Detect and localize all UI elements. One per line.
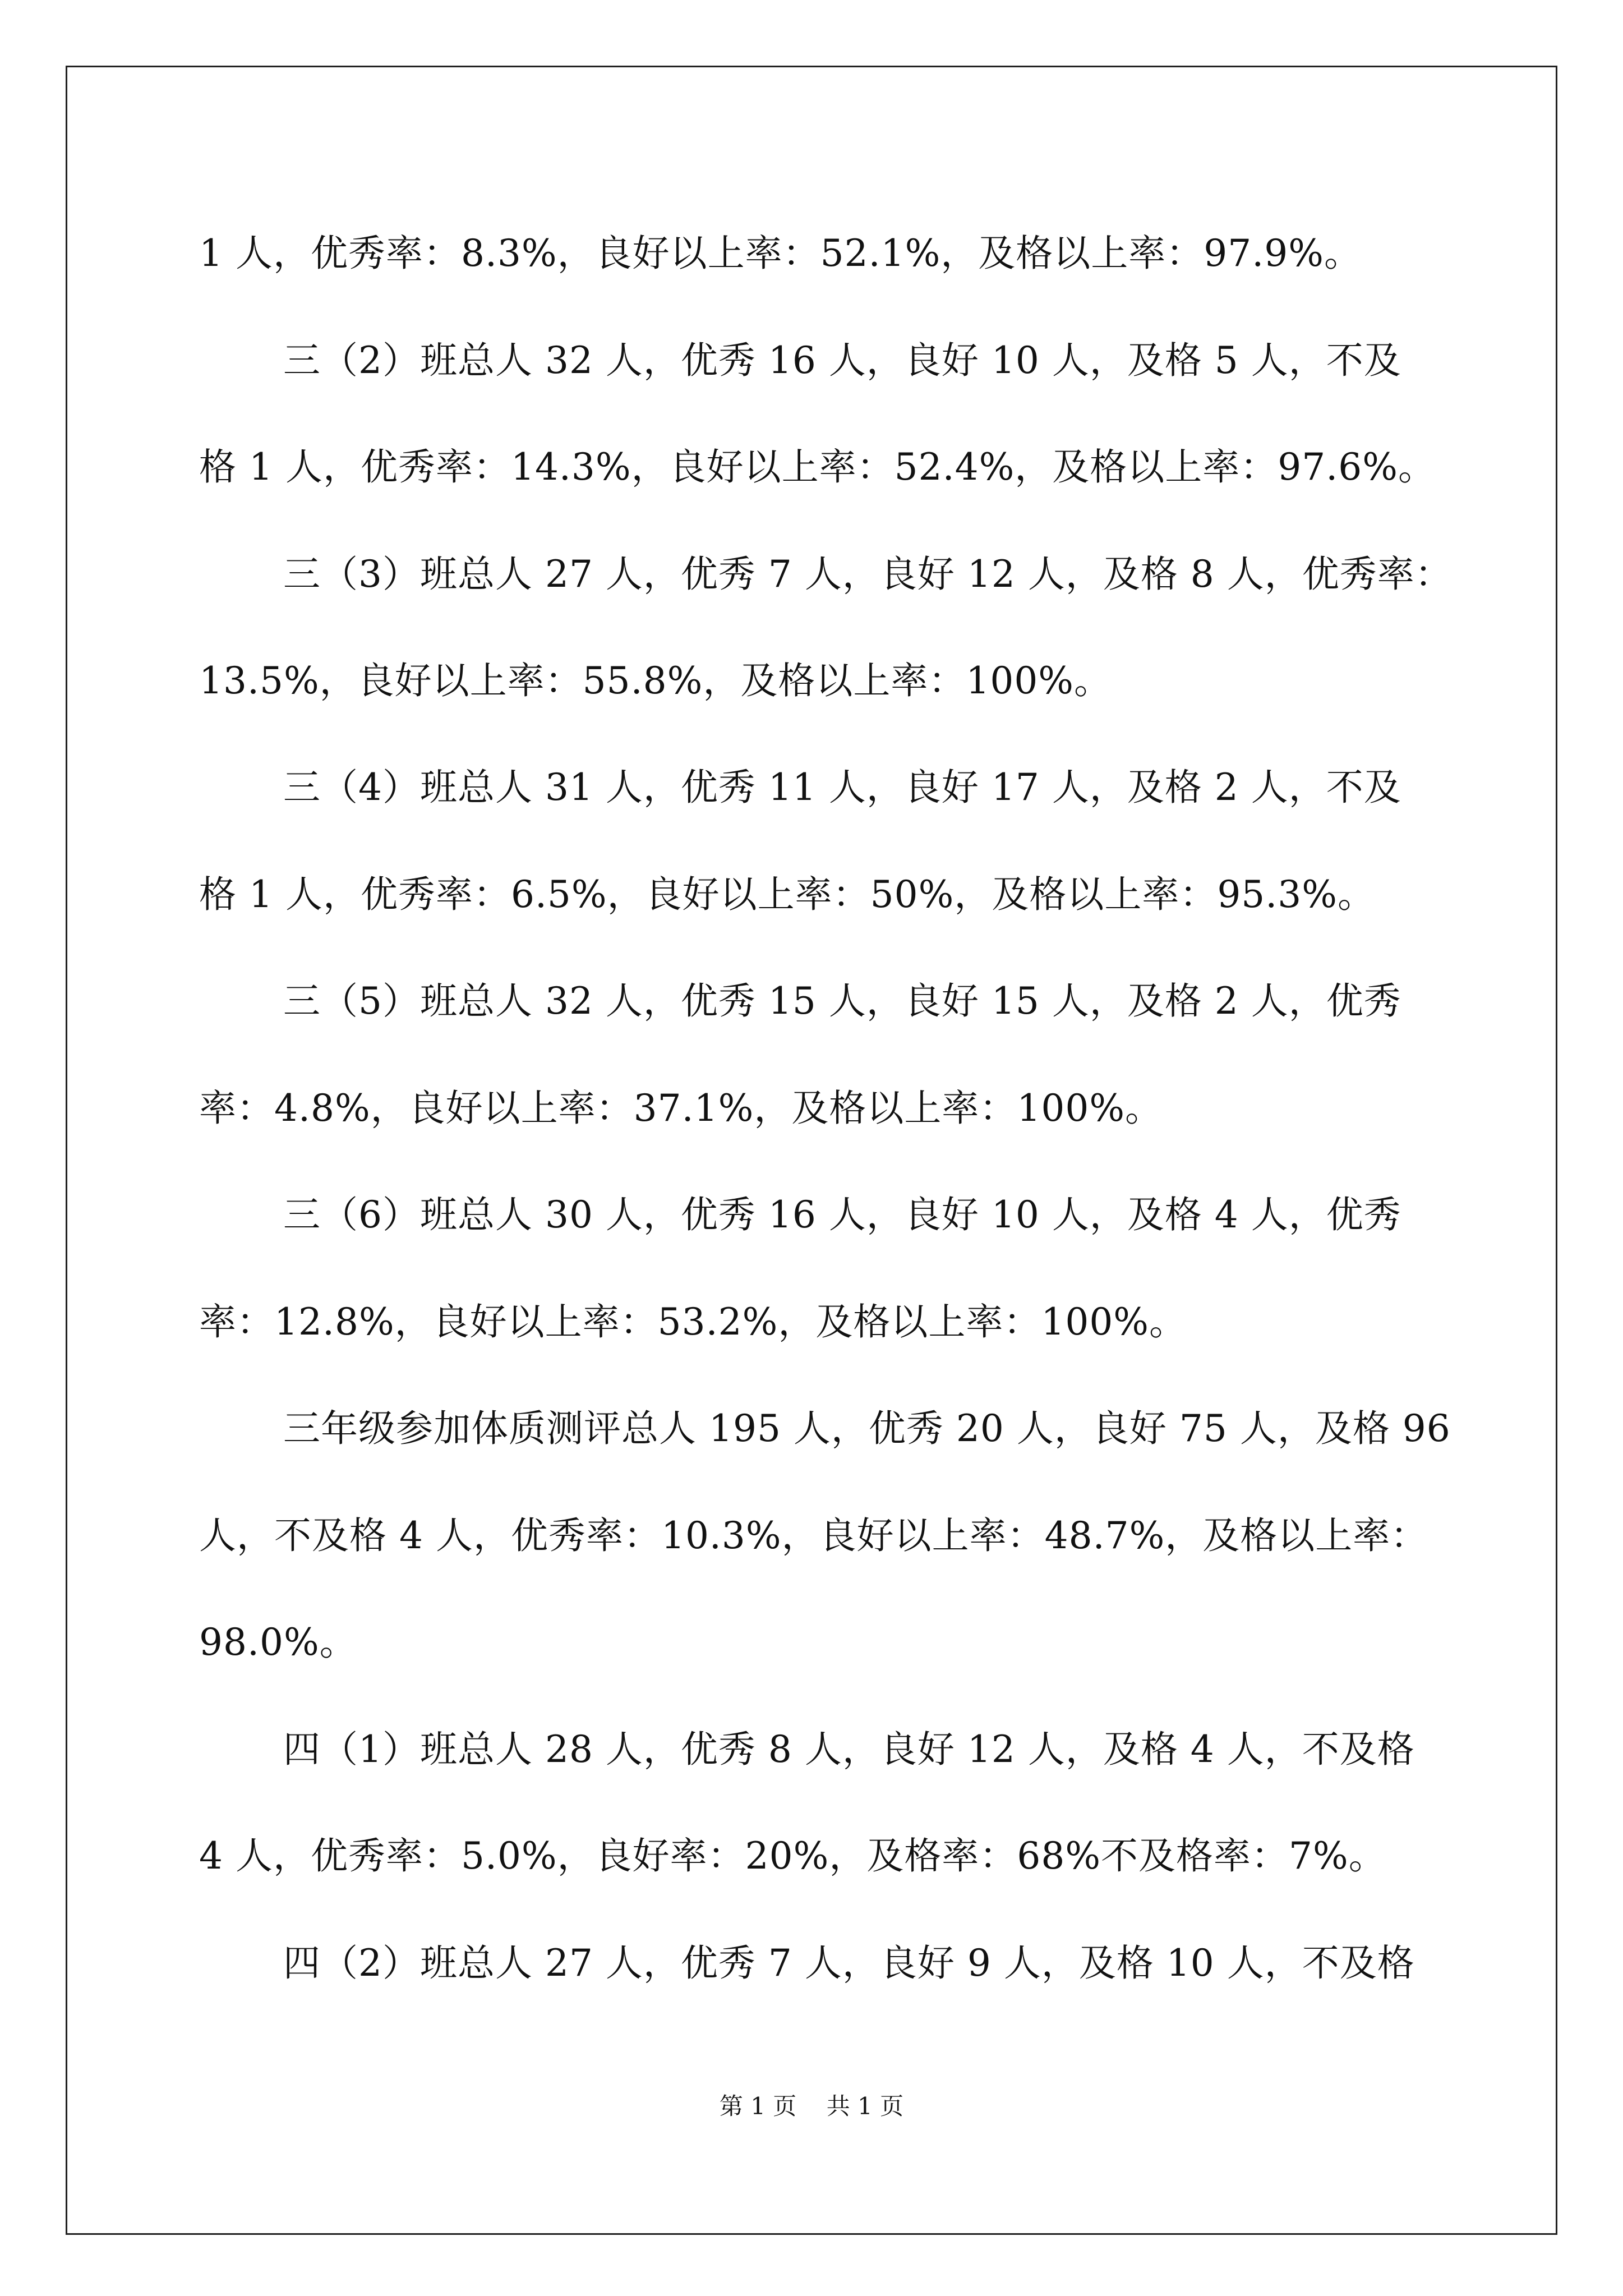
text-line: 13.5%，良好以上率：55.8%，及格以上率：100%。: [199, 659, 1112, 702]
text-line: 98.0%。: [199, 1621, 357, 1664]
text-line: 率：4.8%，良好以上率：37.1%，及格以上率：100%。: [199, 1087, 1163, 1130]
paragraph-start: 三（4）班总人 31 人，优秀 11 人，良好 17 人，及格 2 人，不及: [283, 766, 1401, 809]
text-line: 人，不及格 4 人，优秀率：10.3%，良好以上率：48.7%，及格以上率：: [199, 1514, 1428, 1557]
paragraph-start: 三（3）班总人 27 人，优秀 7 人，良好 12 人，及格 8 人，优秀率：: [283, 553, 1453, 596]
paragraph-start: 四（2）班总人 27 人，优秀 7 人，良好 9 人，及格 10 人，不及格: [283, 1941, 1415, 1985]
paragraph-start: 三年级参加体质测评总人 195 人，优秀 20 人，良好 75 人，及格 96: [283, 1407, 1451, 1450]
page-frame: [66, 66, 1557, 2235]
page-number-footer: 第 1 页 共 1 页: [719, 2092, 904, 2120]
paragraph-start: 三（6）班总人 30 人，优秀 16 人，良好 10 人，及格 4 人，优秀: [283, 1193, 1401, 1236]
paragraph-start: 三（5）班总人 32 人，优秀 15 人，良好 15 人，及格 2 人，优秀: [283, 979, 1401, 1023]
text-line: 率：12.8%，良好以上率：53.2%，及格以上率：100%。: [199, 1300, 1187, 1343]
text-line: 4 人，优秀率：5.0%，良好率：20%，及格率：68%不及格率：7%。: [199, 1834, 1386, 1878]
text-line: 1 人，优秀率：8.3%，良好以上率：52.1%，及格以上率：97.9%。: [199, 232, 1362, 275]
text-line: 格 1 人，优秀率：6.5%，良好以上率：50%，及格以上率：95.3%。: [199, 873, 1375, 916]
text-line: 格 1 人，优秀率：14.3%，良好以上率：52.4%，及格以上率：97.6%。: [199, 445, 1436, 489]
paragraph-start: 四（1）班总人 28 人，优秀 8 人，良好 12 人，及格 4 人，不及格: [283, 1728, 1415, 1771]
paragraph-start: 三（2）班总人 32 人，优秀 16 人，良好 10 人，及格 5 人，不及: [283, 339, 1401, 382]
